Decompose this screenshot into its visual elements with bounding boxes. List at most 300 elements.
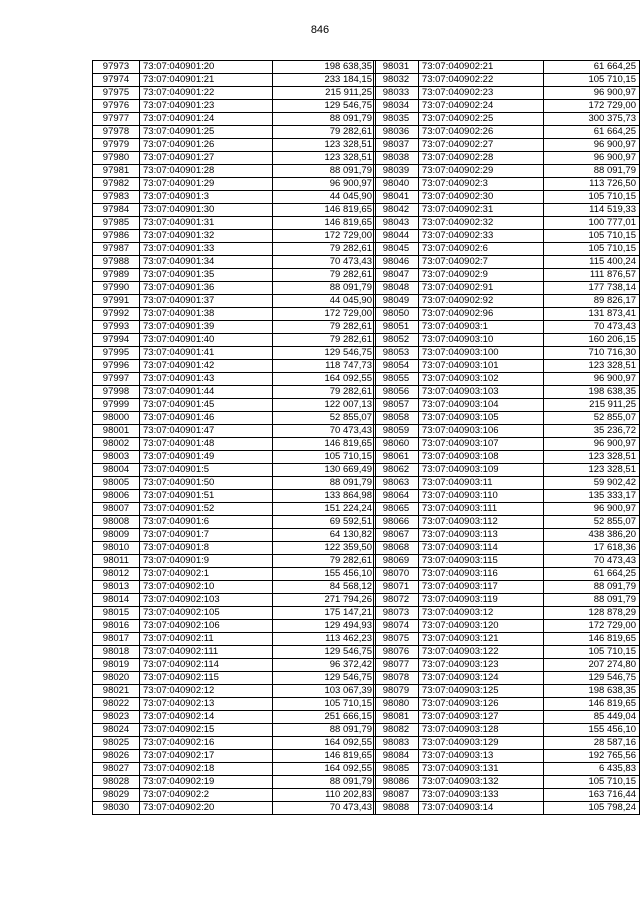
row-number-cell: 98025	[93, 737, 140, 750]
row-number-cell: 97985	[93, 217, 140, 230]
table-row	[374, 334, 640, 347]
cadastral-number-cell: 73:07:040903:120	[418, 620, 543, 633]
table-row	[93, 438, 376, 451]
cadastral-number-cell: 73:07:040902:28	[418, 152, 543, 165]
value-cell: 215 911,25	[544, 399, 640, 412]
value-cell: 96 900,97	[544, 503, 640, 516]
table-row	[374, 74, 640, 87]
row-number-cell: 98084	[374, 750, 419, 763]
value-cell: 172 729,00	[544, 100, 640, 113]
cadastral-number-cell: 73:07:040902:25	[418, 113, 543, 126]
table-row	[374, 308, 640, 321]
row-number-cell: 97991	[93, 295, 140, 308]
cadastral-number-cell: 73:07:040902:15	[140, 724, 273, 737]
cadastral-number-cell: 73:07:040903:122	[418, 646, 543, 659]
table-row	[374, 503, 640, 516]
row-number-cell: 98020	[93, 672, 140, 685]
table-row	[374, 438, 640, 451]
row-number-cell: 98049	[374, 295, 419, 308]
table-row	[374, 581, 640, 594]
value-cell: 172 729,00	[544, 620, 640, 633]
table-row	[93, 568, 376, 581]
cadastral-number-cell: 73:07:040901:47	[140, 425, 273, 438]
row-number-cell: 97983	[93, 191, 140, 204]
row-number-cell: 98045	[374, 243, 419, 256]
row-number-cell: 98076	[374, 646, 419, 659]
value-cell: 129 546,75	[273, 646, 376, 659]
value-cell: 177 738,14	[544, 282, 640, 295]
value-cell: 146 819,65	[544, 633, 640, 646]
table-row	[93, 217, 376, 230]
cadastral-number-cell: 73:07:040903:127	[418, 711, 543, 724]
value-cell: 164 092,55	[273, 373, 376, 386]
row-number-cell: 98064	[374, 490, 419, 503]
row-number-cell: 98070	[374, 568, 419, 581]
row-number-cell: 98065	[374, 503, 419, 516]
value-cell: 300 375,73	[544, 113, 640, 126]
cadastral-number-cell: 73:07:040901:40	[140, 334, 273, 347]
table-row	[93, 295, 376, 308]
cadastral-number-cell: 73:07:040902:7	[418, 256, 543, 269]
row-number-cell: 98013	[93, 581, 140, 594]
value-cell: 175 147,21	[273, 607, 376, 620]
row-number-cell: 98088	[374, 802, 419, 815]
value-cell: 88 091,79	[273, 165, 376, 178]
row-number-cell: 97977	[93, 113, 140, 126]
value-cell: 79 282,61	[273, 243, 376, 256]
cadastral-number-cell: 73:07:040902:24	[418, 100, 543, 113]
cadastral-number-cell: 73:07:040902:115	[140, 672, 273, 685]
cadastral-number-cell: 73:07:040901:36	[140, 282, 273, 295]
value-cell: 69 592,51	[273, 516, 376, 529]
row-number-cell: 98052	[374, 334, 419, 347]
cadastral-number-cell: 73:07:040901:30	[140, 204, 273, 217]
value-cell: 103 067,39	[273, 685, 376, 698]
row-number-cell: 97974	[93, 74, 140, 87]
value-cell: 111 876,57	[544, 269, 640, 282]
cadastral-number-cell: 73:07:040902:105	[140, 607, 273, 620]
table-row	[374, 152, 640, 165]
table-row	[374, 750, 640, 763]
cadastral-number-cell: 73:07:040902:9	[418, 269, 543, 282]
value-cell: 155 456,10	[544, 724, 640, 737]
cadastral-number-cell: 73:07:040902:16	[140, 737, 273, 750]
table-row	[93, 555, 376, 568]
row-number-cell: 98080	[374, 698, 419, 711]
cadastral-number-cell: 73:07:040902:14	[140, 711, 273, 724]
row-number-cell: 98087	[374, 789, 419, 802]
value-cell: 123 328,51	[273, 152, 376, 165]
value-cell: 710 716,30	[544, 347, 640, 360]
value-cell: 146 819,65	[273, 204, 376, 217]
row-number-cell: 97996	[93, 360, 140, 373]
table-row	[93, 308, 376, 321]
table-row	[93, 204, 376, 217]
table-row	[374, 399, 640, 412]
cadastral-number-cell: 73:07:040902:106	[140, 620, 273, 633]
table-row	[93, 594, 376, 607]
cadastral-number-cell: 73:07:040901:39	[140, 321, 273, 334]
value-cell: 79 282,61	[273, 321, 376, 334]
cadastral-number-cell: 73:07:040901:7	[140, 529, 273, 542]
row-number-cell: 97978	[93, 126, 140, 139]
row-number-cell: 97998	[93, 386, 140, 399]
cadastral-number-cell: 73:07:040901:23	[140, 100, 273, 113]
cadastral-number-cell: 73:07:040902:18	[140, 763, 273, 776]
table-row	[374, 113, 640, 126]
row-number-cell: 98021	[93, 685, 140, 698]
value-cell: 105 710,15	[544, 243, 640, 256]
table-row	[93, 113, 376, 126]
table-row	[93, 711, 376, 724]
value-cell: 79 282,61	[273, 386, 376, 399]
table-row	[93, 763, 376, 776]
row-number-cell: 98034	[374, 100, 419, 113]
row-number-cell: 98072	[374, 594, 419, 607]
value-cell: 105 710,15	[544, 230, 640, 243]
table-row	[93, 724, 376, 737]
row-number-cell: 98058	[374, 412, 419, 425]
table-row	[374, 191, 640, 204]
value-cell: 17 618,36	[544, 542, 640, 555]
cadastral-number-cell: 73:07:040901:38	[140, 308, 273, 321]
table-row	[374, 282, 640, 295]
value-cell: 88 091,79	[273, 776, 376, 789]
value-cell: 110 202,83	[273, 789, 376, 802]
row-number-cell: 98022	[93, 698, 140, 711]
row-number-cell: 98082	[374, 724, 419, 737]
cadastral-number-cell: 73:07:040902:17	[140, 750, 273, 763]
row-number-cell: 98063	[374, 477, 419, 490]
cadastral-number-cell: 73:07:040903:110	[418, 490, 543, 503]
cadastral-number-cell: 73:07:040903:125	[418, 685, 543, 698]
cadastral-number-cell: 73:07:040903:104	[418, 399, 543, 412]
value-cell: 207 274,80	[544, 659, 640, 672]
table-row	[93, 386, 376, 399]
value-cell: 88 091,79	[273, 282, 376, 295]
value-cell: 105 710,15	[544, 776, 640, 789]
cadastral-number-cell: 73:07:040902:26	[418, 126, 543, 139]
cadastral-number-cell: 73:07:040902:12	[140, 685, 273, 698]
table-row	[93, 620, 376, 633]
value-cell: 123 328,51	[544, 360, 640, 373]
value-cell: 164 092,55	[273, 763, 376, 776]
table-row	[374, 698, 640, 711]
table-row	[374, 347, 640, 360]
table-row	[93, 425, 376, 438]
row-number-cell: 97989	[93, 269, 140, 282]
table-row	[374, 607, 640, 620]
cadastral-number-cell: 73:07:040901:43	[140, 373, 273, 386]
value-cell: 113 462,23	[273, 633, 376, 646]
value-cell: 163 716,44	[544, 789, 640, 802]
row-number-cell: 98078	[374, 672, 419, 685]
value-cell: 198 638,35	[544, 386, 640, 399]
row-number-cell: 97992	[93, 308, 140, 321]
row-number-cell: 98085	[374, 763, 419, 776]
value-cell: 438 386,20	[544, 529, 640, 542]
table-row	[374, 373, 640, 386]
value-cell: 122 359,50	[273, 542, 376, 555]
table-row	[93, 321, 376, 334]
table-row	[93, 503, 376, 516]
table-row	[374, 61, 640, 74]
row-number-cell: 98036	[374, 126, 419, 139]
cadastral-number-cell: 73:07:040903:107	[418, 438, 543, 451]
row-number-cell: 98042	[374, 204, 419, 217]
table-row	[93, 152, 376, 165]
row-number-cell: 98060	[374, 438, 419, 451]
table-row	[93, 633, 376, 646]
value-cell: 88 091,79	[544, 165, 640, 178]
cadastral-number-cell: 73:07:040901:37	[140, 295, 273, 308]
table-row	[93, 464, 376, 477]
row-number-cell: 97982	[93, 178, 140, 191]
register-table-left	[92, 60, 376, 815]
cadastral-number-cell: 73:07:040903:133	[418, 789, 543, 802]
row-number-cell: 98086	[374, 776, 419, 789]
table-row	[374, 464, 640, 477]
row-number-cell: 97994	[93, 334, 140, 347]
row-number-cell: 98069	[374, 555, 419, 568]
cadastral-number-cell: 73:07:040902:2	[140, 789, 273, 802]
value-cell: 96 900,97	[544, 373, 640, 386]
value-cell: 251 666,15	[273, 711, 376, 724]
cadastral-number-cell: 73:07:040903:102	[418, 373, 543, 386]
cadastral-number-cell: 73:07:040902:3	[418, 178, 543, 191]
cadastral-number-cell: 73:07:040901:21	[140, 74, 273, 87]
table-row	[93, 87, 376, 100]
table-row	[374, 165, 640, 178]
value-cell: 122 007,13	[273, 399, 376, 412]
table-row	[374, 412, 640, 425]
value-cell: 123 328,51	[544, 451, 640, 464]
table-row	[93, 61, 376, 74]
table-row	[374, 217, 640, 230]
table-row	[93, 646, 376, 659]
table-row	[93, 269, 376, 282]
cadastral-number-cell: 73:07:040901:42	[140, 360, 273, 373]
value-cell: 79 282,61	[273, 334, 376, 347]
table-row	[93, 191, 376, 204]
row-number-cell: 97987	[93, 243, 140, 256]
value-cell: 164 092,55	[273, 737, 376, 750]
table-row	[93, 451, 376, 464]
cadastral-number-cell: 73:07:040901:45	[140, 399, 273, 412]
table-row	[93, 607, 376, 620]
cadastral-number-cell: 73:07:040903:109	[418, 464, 543, 477]
row-number-cell: 98051	[374, 321, 419, 334]
row-number-cell: 98043	[374, 217, 419, 230]
value-cell: 198 638,35	[544, 685, 640, 698]
value-cell: 105 710,15	[273, 451, 376, 464]
row-number-cell: 98074	[374, 620, 419, 633]
value-cell: 96 900,97	[544, 139, 640, 152]
row-number-cell: 98018	[93, 646, 140, 659]
table-row	[93, 100, 376, 113]
cadastral-number-cell: 73:07:040903:119	[418, 594, 543, 607]
cadastral-number-cell: 73:07:040901:41	[140, 347, 273, 360]
table-row	[93, 282, 376, 295]
row-number-cell: 98017	[93, 633, 140, 646]
cadastral-number-cell: 73:07:040901:32	[140, 230, 273, 243]
value-cell: 128 878,29	[544, 607, 640, 620]
value-cell: 129 546,75	[273, 347, 376, 360]
cadastral-number-cell: 73:07:040903:101	[418, 360, 543, 373]
row-number-cell: 98046	[374, 256, 419, 269]
cadastral-number-cell: 73:07:040902:114	[140, 659, 273, 672]
cadastral-number-cell: 73:07:040903:13	[418, 750, 543, 763]
value-cell: 52 855,07	[544, 516, 640, 529]
cadastral-number-cell: 73:07:040903:103	[418, 386, 543, 399]
row-number-cell: 98037	[374, 139, 419, 152]
row-number-cell: 98075	[374, 633, 419, 646]
table-row	[374, 763, 640, 776]
row-number-cell: 98066	[374, 516, 419, 529]
row-number-cell: 98014	[93, 594, 140, 607]
row-number-cell: 98012	[93, 568, 140, 581]
row-number-cell: 97975	[93, 87, 140, 100]
value-cell: 52 855,07	[273, 412, 376, 425]
table-row	[93, 399, 376, 412]
row-number-cell: 98023	[93, 711, 140, 724]
row-number-cell: 97980	[93, 152, 140, 165]
value-cell: 88 091,79	[273, 477, 376, 490]
table-row	[93, 737, 376, 750]
page-number: 846	[310, 24, 330, 36]
value-cell: 115 400,24	[544, 256, 640, 269]
table-row	[374, 295, 640, 308]
table-row	[93, 230, 376, 243]
value-cell: 155 456,10	[273, 568, 376, 581]
table-row	[93, 776, 376, 789]
value-cell: 79 282,61	[273, 555, 376, 568]
value-cell: 96 900,97	[544, 152, 640, 165]
cadastral-number-cell: 73:07:040902:32	[418, 217, 543, 230]
table-row	[374, 178, 640, 191]
cadastral-number-cell: 73:07:040903:115	[418, 555, 543, 568]
cadastral-number-cell: 73:07:040901:48	[140, 438, 273, 451]
table-row	[93, 672, 376, 685]
table-row	[374, 243, 640, 256]
cadastral-number-cell: 73:07:040901:49	[140, 451, 273, 464]
table-row	[374, 321, 640, 334]
table-row	[93, 347, 376, 360]
value-cell: 123 328,51	[544, 464, 640, 477]
cadastral-number-cell: 73:07:040901:44	[140, 386, 273, 399]
row-number-cell: 98057	[374, 399, 419, 412]
cadastral-number-cell: 73:07:040903:129	[418, 737, 543, 750]
table-row	[374, 633, 640, 646]
cadastral-number-cell: 73:07:040901:31	[140, 217, 273, 230]
value-cell: 88 091,79	[544, 594, 640, 607]
row-number-cell: 98007	[93, 503, 140, 516]
table-row	[93, 360, 376, 373]
table-row	[93, 334, 376, 347]
value-cell: 70 473,43	[273, 256, 376, 269]
table-row	[374, 204, 640, 217]
row-number-cell: 98041	[374, 191, 419, 204]
table-row	[374, 529, 640, 542]
cadastral-number-cell: 73:07:040903:126	[418, 698, 543, 711]
value-cell: 64 130,82	[273, 529, 376, 542]
table-row	[93, 659, 376, 672]
value-cell: 44 045,90	[273, 191, 376, 204]
row-number-cell: 98032	[374, 74, 419, 87]
value-cell: 52 855,07	[544, 412, 640, 425]
cadastral-number-cell: 73:07:040903:128	[418, 724, 543, 737]
value-cell: 96 900,97	[544, 87, 640, 100]
table-row	[374, 568, 640, 581]
row-number-cell: 98035	[374, 113, 419, 126]
value-cell: 129 546,75	[273, 100, 376, 113]
value-cell: 172 729,00	[273, 230, 376, 243]
cadastral-number-cell: 73:07:040903:10	[418, 334, 543, 347]
cadastral-number-cell: 73:07:040902:20	[140, 802, 273, 815]
value-cell: 146 819,65	[273, 217, 376, 230]
row-number-cell: 98047	[374, 269, 419, 282]
value-cell: 151 224,24	[273, 503, 376, 516]
cadastral-number-cell: 73:07:040901:29	[140, 178, 273, 191]
cadastral-number-cell: 73:07:040903:108	[418, 451, 543, 464]
value-cell: 89 826,17	[544, 295, 640, 308]
table-row	[93, 243, 376, 256]
cadastral-number-cell: 73:07:040901:26	[140, 139, 273, 152]
table-row	[374, 646, 640, 659]
cadastral-number-cell: 73:07:040901:51	[140, 490, 273, 503]
row-number-cell: 97988	[93, 256, 140, 269]
value-cell: 6 435,83	[544, 763, 640, 776]
cadastral-number-cell: 73:07:040902:103	[140, 594, 273, 607]
cadastral-number-cell: 73:07:040903:11	[418, 477, 543, 490]
row-number-cell: 97973	[93, 61, 140, 74]
value-cell: 96 900,97	[544, 438, 640, 451]
value-cell: 61 664,25	[544, 61, 640, 74]
value-cell: 172 729,00	[273, 308, 376, 321]
cadastral-number-cell: 73:07:040902:23	[418, 87, 543, 100]
row-number-cell: 97999	[93, 399, 140, 412]
value-cell: 88 091,79	[273, 724, 376, 737]
value-cell: 96 900,97	[273, 178, 376, 191]
table-row	[93, 789, 376, 802]
row-number-cell: 98048	[374, 282, 419, 295]
table-row	[93, 165, 376, 178]
value-cell: 100 777,01	[544, 217, 640, 230]
value-cell: 123 328,51	[273, 139, 376, 152]
cadastral-number-cell: 73:07:040902:29	[418, 165, 543, 178]
table-row	[374, 802, 640, 815]
row-number-cell: 98000	[93, 412, 140, 425]
cadastral-number-cell: 73:07:040902:10	[140, 581, 273, 594]
table-row	[374, 256, 640, 269]
cadastral-number-cell: 73:07:040903:111	[418, 503, 543, 516]
row-number-cell: 98062	[374, 464, 419, 477]
cadastral-number-cell: 73:07:040902:13	[140, 698, 273, 711]
value-cell: 113 726,50	[544, 178, 640, 191]
table-row	[374, 360, 640, 373]
table-row	[374, 659, 640, 672]
row-number-cell: 97986	[93, 230, 140, 243]
cadastral-number-cell: 73:07:040902:1	[140, 568, 273, 581]
value-cell: 192 765,56	[544, 750, 640, 763]
row-number-cell: 98039	[374, 165, 419, 178]
row-number-cell: 98024	[93, 724, 140, 737]
row-number-cell: 98068	[374, 542, 419, 555]
row-number-cell: 98083	[374, 737, 419, 750]
value-cell: 233 184,15	[273, 74, 376, 87]
value-cell: 28 587,16	[544, 737, 640, 750]
table-row	[374, 100, 640, 113]
